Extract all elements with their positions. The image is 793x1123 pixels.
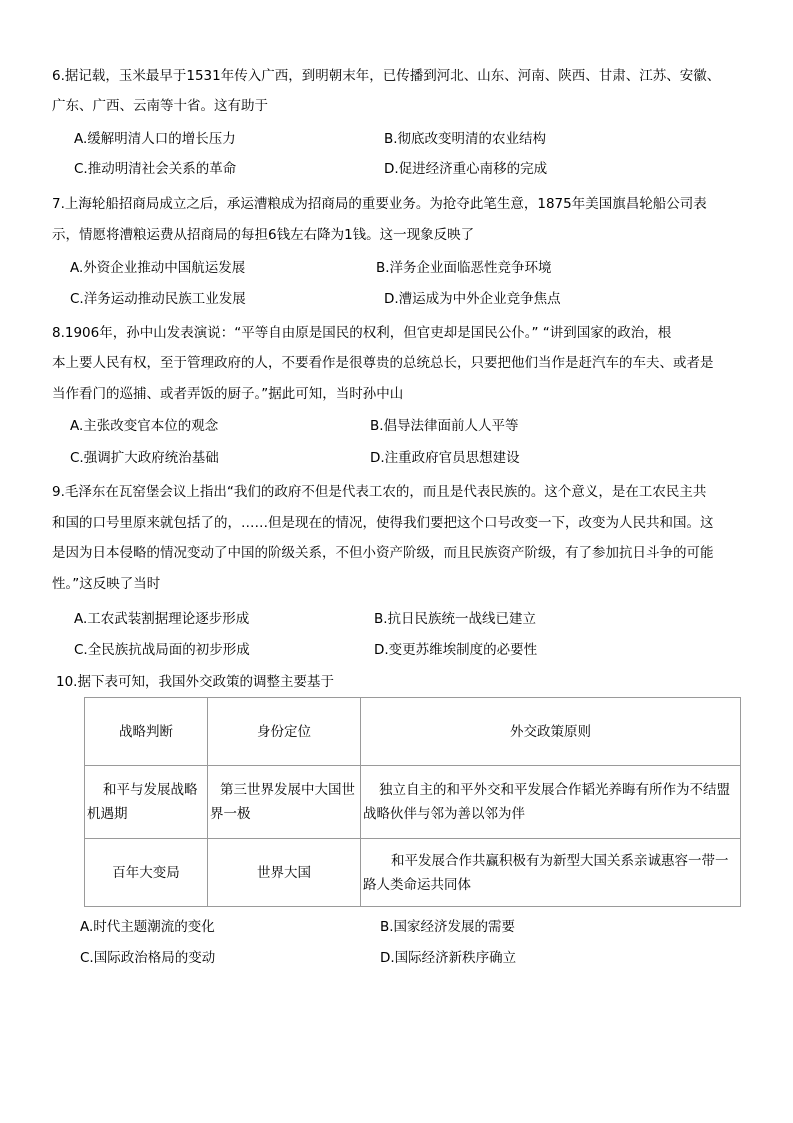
q7-option-d: D.漕运成为中外企业竞争焦点 — [384, 291, 561, 307]
q10-option-d: D.国际经济新秩序确立 — [380, 950, 517, 966]
q6-line-2: 广东、广西、云南等十省。这有助于 — [52, 98, 268, 114]
q9-line-1: 9.毛泽东在瓦窑堡会议上指出“我们的政府不但是代表工农的，而且是代表民族的。这个意义，是在工农民主共 — [52, 484, 707, 500]
q8-option-b: B.倡导法律面前人人平等 — [370, 418, 519, 434]
q9-option-b: B.抗日民族统一战线已建立 — [374, 611, 537, 627]
table-cell: 和平发展合作共赢积极有为新型大国关系亲诚惠容一带一路人类命运共同体 — [361, 839, 741, 907]
q9-option-a: A.工农武装割据理论逐步形成 — [74, 611, 250, 627]
table-header-row — [85, 698, 741, 766]
foreign-policy-table — [84, 697, 741, 907]
q10-line-1: 10.据下表可知，我国外交政策的调整主要基于 — [56, 674, 334, 690]
q7-line-2: 示，情愿将漕粮运费从招商局的每担6钱左右降为1钱。这一现象反映了 — [52, 227, 475, 243]
table-cell: 百年大变局 — [85, 839, 208, 907]
q9-option-d: D.变更苏维埃制度的必要性 — [374, 642, 538, 658]
q10-option-c: C.国际政治格局的变动 — [80, 950, 216, 966]
table-cell: 和平与发展战略机遇期 — [85, 766, 208, 839]
q7-line-1: 7.上海轮船招商局成立之后，承运漕粮成为招商局的重要业务。为抢夺此笔生意，1875年美国旗昌轮船公司表 — [52, 196, 707, 212]
q8-line-2: 本上要人民有权，至于管理政府的人，不要看作是很尊贵的总统总长，只要把他们当作是赶汽车的车夫、或者是 — [52, 355, 714, 371]
q10-option-a: A.时代主题潮流的变化 — [80, 919, 215, 935]
q9-line-3: 是因为日本侵略的情况变动了中国的阶级关系，不但小资产阶级，而且民族资产阶级，有了参加抗日斗争的可能 — [52, 545, 714, 561]
q7-option-a: A.外资企业推动中国航运发展 — [70, 260, 246, 276]
q6-option-c: C.推动明清社会关系的革命 — [74, 161, 237, 177]
table-header-cell: 战略判断 — [85, 698, 208, 766]
q9-line-4: 性。”这反映了当时 — [52, 576, 161, 592]
q6-option-a: A.缓解明清人口的增长压力 — [74, 131, 236, 147]
table-cell: 世界大国 — [208, 839, 361, 907]
q7-option-c: C.洋务运动推动民族工业发展 — [70, 291, 246, 307]
q6-option-b: B.彻底改变明清的农业结构 — [384, 131, 547, 147]
q7-option-b: B.洋务企业面临恶性竞争环境 — [376, 260, 552, 276]
q8-option-d: D.注重政府官员思想建设 — [370, 450, 520, 466]
table-header-cell: 身份定位 — [208, 698, 361, 766]
q6-option-d: D.促进经济重心南移的完成 — [384, 161, 548, 177]
q8-line-1: 8.1906年，孙中山发表演说：“平等自由原是国民的权利，但官吏却是国民公仆。” “讲到国家的政治，根 — [52, 325, 672, 341]
q9-option-c: C.全民族抗战局面的初步形成 — [74, 642, 250, 658]
table-header-cell: 外交政策原则 — [361, 698, 741, 766]
q8-line-3: 当作看门的巡捕、或者弄饭的厨子。”据此可知，当时孙中山 — [52, 386, 404, 402]
q6-line-1: 6.据记载，玉米最早于1531年传入广西，到明朝末年，已传播到河北、山东、河南、陕西、甘肃、江苏、安徽、 — [52, 68, 721, 84]
q8-option-c: C.强调扩大政府统治基础 — [70, 450, 219, 466]
table-cell: 独立自主的和平外交和平发展合作韬光养晦有所作为不结盟战略伙伴与邻为善以邻为伴 — [361, 766, 741, 839]
q9-line-2: 和国的口号里原来就包括了的，……但是现在的情况，使得我们要把这个口号改变一下，改变为人民共和国。这 — [52, 515, 714, 531]
table-row — [85, 839, 741, 907]
q8-option-a: A.主张改变官本位的观念 — [70, 418, 219, 434]
q10-option-b: B.国家经济发展的需要 — [380, 919, 516, 935]
table-cell: 第三世界发展中大国世界一极 — [208, 766, 361, 839]
table-row — [85, 766, 741, 839]
